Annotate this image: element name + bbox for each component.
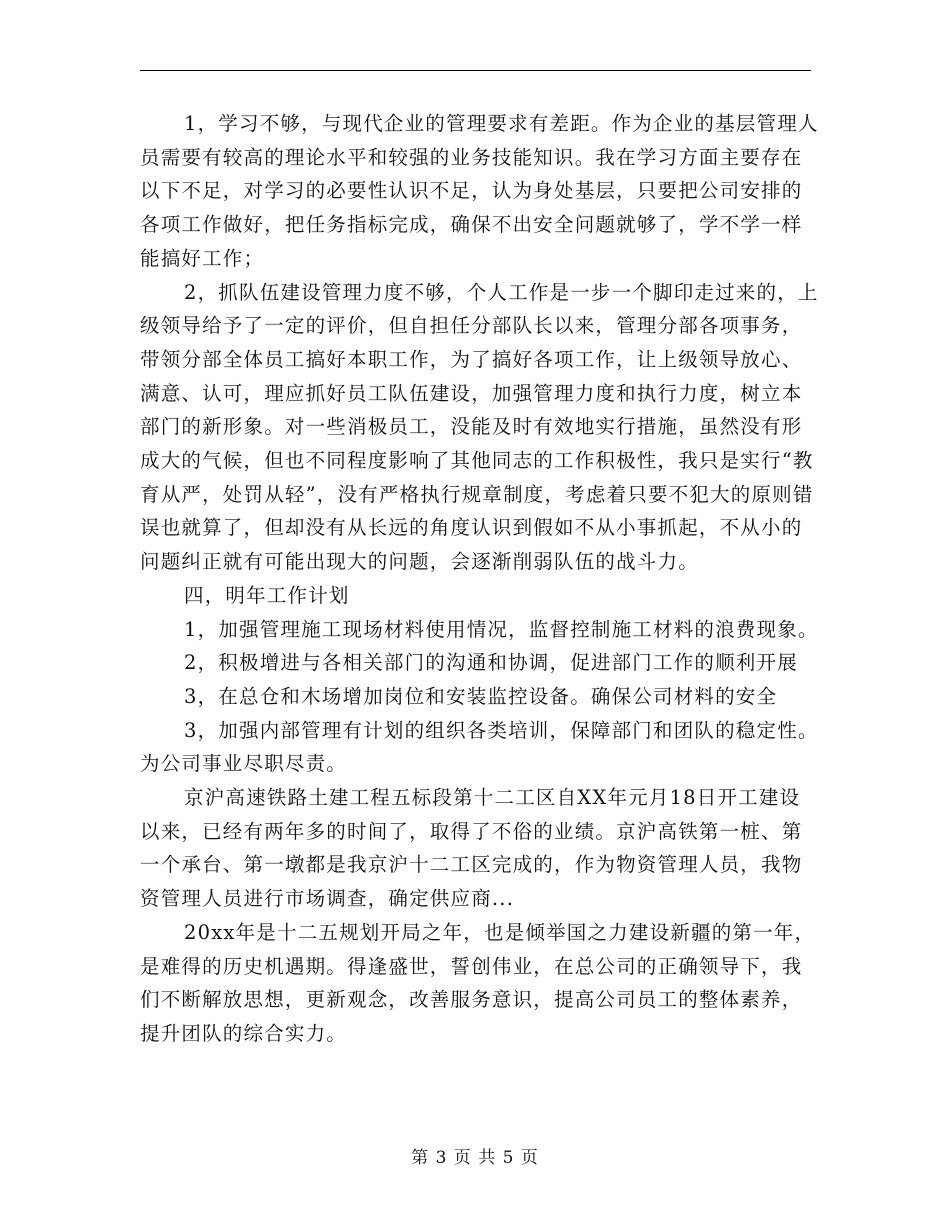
paragraph-year-summary: 20xx年是十二五规划开局之年，也是倾举国之力建设新疆的第一年，是难得的历史机遇期。得逢盛世，誓创伟业，在总公司的正确领导下，我们不断解放思想，更新观念，改善服务意识，提高公司员工的整体素养，提升团队的综合实力。 (140, 920, 816, 1045)
plan-item-2: 2，积极增进与各相关部门的沟通和协调，促进部门工作的顺利开展 (184, 651, 798, 675)
document-body (140, 107, 820, 1051)
header-rule (140, 70, 811, 71)
section-heading-next-year-plan: 四，明年工作计划 (184, 583, 350, 607)
paragraph-study-shortcoming: 1，学习不够，与现代企业的管理要求有差距。作为企业的基层管理人员需要有较高的理论水平和较强的业务技能知识。我在学习方面主要存在以下不足，对学习的必要性认识不足，认为身处基层，只要把公司安排的各项工作做好，把任务指标完成，确保不出安全问题就够了，学不学一样能搞好工作； (140, 112, 819, 270)
paragraph-team-management: 2，抓队伍建设管理力度不够，个人工作是一步一个脚印走过来的，上级领导给予了一定的评价，但自担任分部队长以来，管理分部各项事务，带领分部全体员工搞好本职工作，为了搞好各项工作，让上级领导放心、满意、认可，理应抓好员工队伍建设，加强管理力度和执行力度，树立本部门的新形象。对一些消极员工，没能及时有效地实行措施，虽然没有形成大的气候，但也不同程度影响了其他同志的工作积极性，我只是实行“教育从严，处罚从轻”，没有严格执行规章制度，考虑着只要不犯大的原则错误也就算了，但却没有从长远的角度认识到假如不从小事抓起，不从小的问题纠正就有可能出现大的问题，会逐渐削弱队伍的战斗力。 (140, 280, 819, 574)
page-number-footer: 第 3 页 共 5 页 (411, 1148, 539, 1168)
plan-item-1: 1，加强管理施工现场材料使用情况，监督控制施工材料的浪费现象。 (184, 617, 819, 641)
plan-item-3b: 3，加强内部管理有计划的组织各类培训，保障部门和团队的稳定性。为公司事业尽职尽责。 (140, 718, 819, 776)
paragraph-railway-project: 京沪高速铁路土建工程五标段第十二工区自XX年元月18日开工建设以来，已经有两年多的时间了，取得了不俗的业绩。京沪高铁第一桩、第一个承台、第一墩都是我京沪十二工区完成的，作为物资管理人员，我物资管理人员进行市场调查，确定供应商... (140, 786, 803, 911)
plan-item-3: 3，在总仓和木场增加岗位和安装监控设备。确保公司材料的安全 (184, 684, 778, 708)
